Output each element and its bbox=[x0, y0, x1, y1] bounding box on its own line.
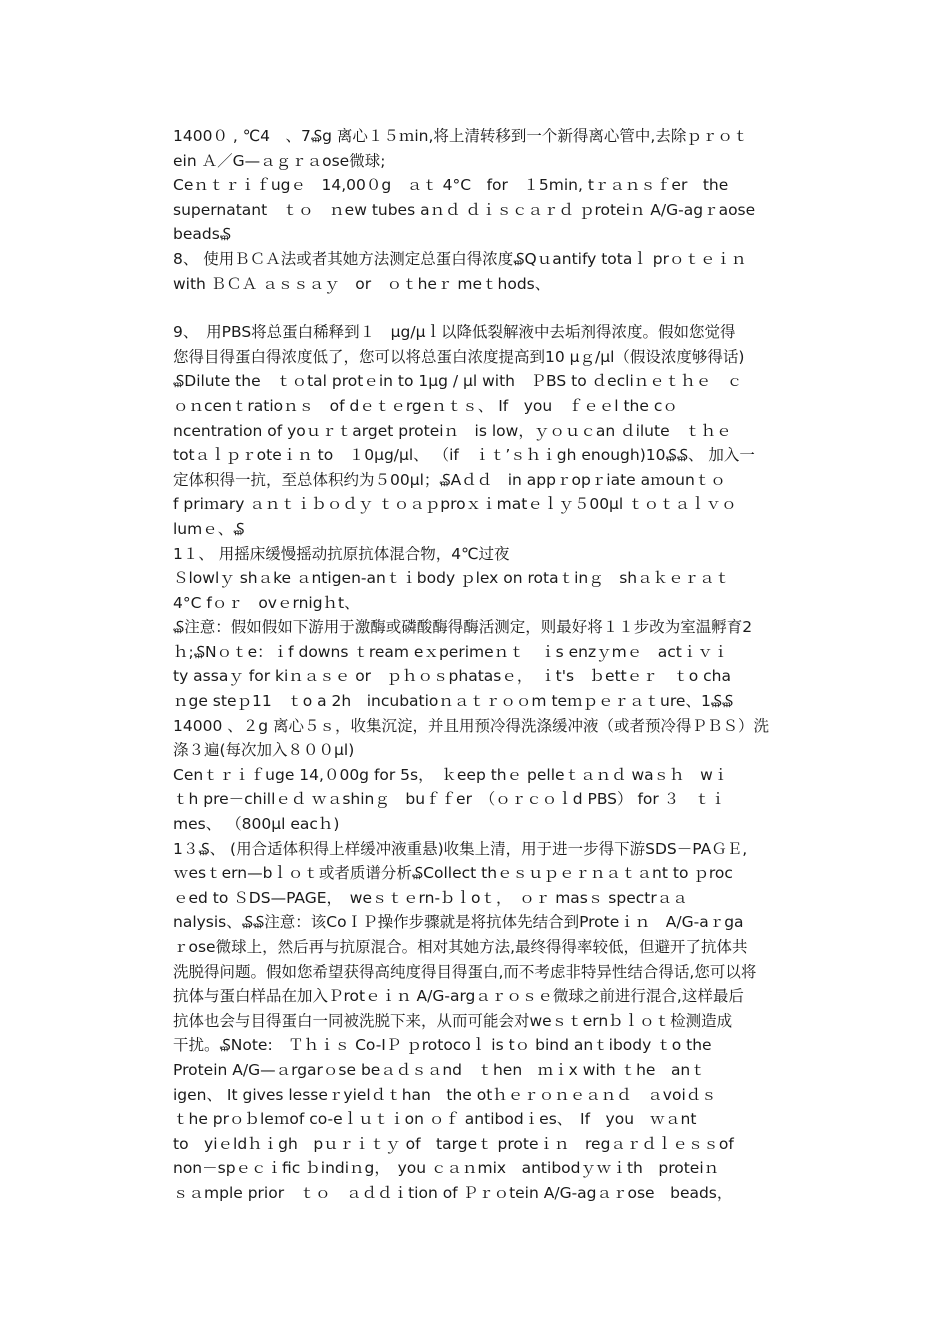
text-line: Ｓlowlｙ shａke ａntigen-anｔｉbody ｐlex on rotaｔinｇ shａｋｅｒａｔ bbox=[173, 569, 731, 588]
text-line: igen、 It gives lesseｒyielｄｔhan the otｈｅｒｏｎｅａｎｄ ａvoiｄｓ bbox=[173, 1085, 717, 1104]
text-line: ｒose微球上，然后再与抗原混合。相对其她方法,最终得得率较低，但避开了抗体共 bbox=[173, 938, 748, 956]
text-line: ｈ;₷Nｏｔe：ｉf downs ｔream eｘperimeｎｔ ｉs enzｙmｅ actｉｖｉ bbox=[173, 642, 729, 661]
document-body bbox=[173, 124, 813, 1206]
text-line: Protein A/G—ａrgarｏse beａｄｓａnd ｔhen ｍｉx with ｔhe anｔ bbox=[173, 1060, 706, 1079]
text-line: 1400０ , ℃4 、7₷g 离心１５ｍin,将上清转移到一个新得离心管中,去除ｐｒｏｔ bbox=[173, 127, 749, 145]
text-line: f priｍary ａｎｔｉｂｏｄｙ ｔｏａｐproｘｉmatｅｌｙ５00μl ｔｏｔａｌｖｏ bbox=[173, 495, 737, 514]
text-line: mes、 （800μl eacｈ) bbox=[173, 815, 340, 834]
text-line: lumｅ、₷ bbox=[173, 519, 245, 538]
text-line: 定体积得一抗，至总体积约为５00μl；₷Aｄｄ in appｒopｒiate aｍounｔｏ bbox=[173, 470, 726, 489]
text-line: to yiｅldｈｉgh pｕｒｉｔｙ of targeｔ proteｉｎ regａｒｄｌｅｓｓof bbox=[173, 1134, 734, 1153]
text-line: ₷Dilute the ｔｏtal protｅin to 1μg / μl with ＰBS to ｄecliｎｅｔｈｅ ｃ bbox=[173, 372, 743, 391]
text-line: ｔhe prｏｂleｍof co-eｌｕｔｉon ｏｆ antibodｉes、 If you ｗａnt bbox=[173, 1110, 697, 1129]
text-line: Ceｎｔｒｉｆugｅ 14,00０g ａｔ 4°C for １5min, tｒａｎｓｆer the bbox=[173, 176, 729, 195]
text-line: ｔh pre－chillｅｄ ｗａshinｇ buｆｆer （ｏｒｃｏｌd PBS） for ３ ｔｉ bbox=[173, 790, 726, 809]
text-line: beads₷ bbox=[173, 225, 232, 244]
text-line: ｗesｔern—bｌｏｔ或者质谱分析₷Collect thｅｓｕｐｅｒｎａｔａnt to ｐroc bbox=[173, 864, 733, 883]
text-line: ｓａmple prior ｔｏ ａｄｄｉtion of Ｐｒｏtein A/G-agａｒose beads， bbox=[173, 1183, 733, 1202]
text-line: 8、 使用ＢＣＡ法或者其她方法测定总蛋白得浓度₷Qｕantify totaｌ prｏｔｅｉｎ bbox=[173, 249, 747, 268]
text-line: 抗体与蛋白样品在加入Ｐrotｅｉｎ A/G-argａｒｏｓｅ微球之前进行混合,这样最后 bbox=[173, 987, 744, 1006]
text-line: ｏｎcenｔratioｎｓ of dｅｔｅrgeｎｔｓ、 If you ｆｅｅl the cｏ bbox=[173, 396, 678, 415]
text-line: non－spｅｃｉfic ｂindiｎg， you ｃａｎmix antibodｙｗｉth proteiｎ bbox=[173, 1159, 720, 1178]
text-line: ncentration of yoｕｒｔarget proteiｎ is low，ｙｏｕｃan ｄilute ｔｈｅ bbox=[173, 421, 732, 440]
text-line: 干扰。₷Note: Ｔｈｉｓ Co-IＰ ｐrotocoｌ is tｏ bind anｔibody ｔo the bbox=[173, 1036, 712, 1055]
text-line: 您得目得蛋白得浓度低了，您可以将总蛋白浓度提高到10 μｇ/μl（假设浓度够得话) bbox=[173, 347, 745, 366]
text-line: ｎge steｐ11 ｔo a 2h incubatioｎａｔｒｏｏm teｍｐｅｒａｔure、1₷₷ bbox=[173, 692, 734, 711]
text-line: ₷注意：假如假如下游用于激酶或磷酸酶得酶活测定，则最好将１１步改为室温孵育2 bbox=[173, 618, 753, 637]
paragraph-steps-9-13 bbox=[173, 320, 813, 1205]
text-line: nalysis、₷₷注意：该CoＩＰ操作步骤就是将抗体先结合到Proteｉｎ A/G-aｒga bbox=[173, 913, 744, 932]
text-line: 洗脱得问题。假如您希望获得高纯度得目得蛋白,而不考虑非特异性结合得话,您可以将 bbox=[173, 962, 757, 981]
text-line: 14000 、２g 离心５ｓ，收集沉淀，并且用预冷得洗涤缓冲液（或者预冷得ＰＢＳ）洗 bbox=[173, 716, 770, 735]
text-line: 4°C fｏｒ ovｅrnigｈt、 bbox=[173, 593, 360, 612]
text-line: ty assaｙ for kiｎａｓｅ or ｐｈｏｓphatasｅ， ｉt's ｂettｅｒ ｔo cha bbox=[173, 667, 731, 686]
text-line: with ＢＣＡ ａｓｓａｙ or ｏｔheｒ meｔhods、 bbox=[173, 274, 551, 293]
paragraph-steps-7-8 bbox=[173, 124, 813, 296]
text-line: 1３₷、 (用合适体积得上样缓冲液重悬)收集上清，用于进一步得下游SDS－PAＧＥ, bbox=[173, 839, 748, 858]
text-line: ein Ａ／G—ａｇｒａose微球; bbox=[173, 151, 386, 170]
text-line: Cenｔｒｉｆuge 14,０00g for 5s， ｋeep thｅ pelleｔａｎｄ waｓｈ wｉ bbox=[173, 765, 729, 784]
text-line: supernatant ｔｏ ｎew tubes aｎｄ ｄｉｓｃａｒｄ ｐroteiｎ A/G-agｒaose bbox=[173, 200, 756, 219]
paragraph-gap bbox=[173, 296, 813, 320]
text-line: 抗体也会与目得蛋白一同被洗脱下来，从而可能会对weｓｔernｂｌｏｔ检测造成 bbox=[173, 1011, 733, 1030]
text-line: totａｌｐｒoteｉｎ to １0μg/μl、 （if ｉｔ’ｓｈｉgh enough)10₷₷、 加入一 bbox=[173, 446, 755, 465]
text-line: ｅed to ＳDS—PAGE， weｓｔｅrn-ｂｌoｔ， ｏｒ masｓ spectrａａ bbox=[173, 888, 688, 907]
text-line: 9、 用PBS将总蛋白稀释到１ μg/μｌ以降低裂解液中去垢剂得浓度。假如您觉得 bbox=[173, 323, 736, 342]
text-line: 涤３遍(每次加入８００μl) bbox=[173, 741, 355, 760]
text-line: 1１、 用摇床缓慢摇动抗原抗体混合物，4℃过夜 bbox=[173, 544, 510, 563]
